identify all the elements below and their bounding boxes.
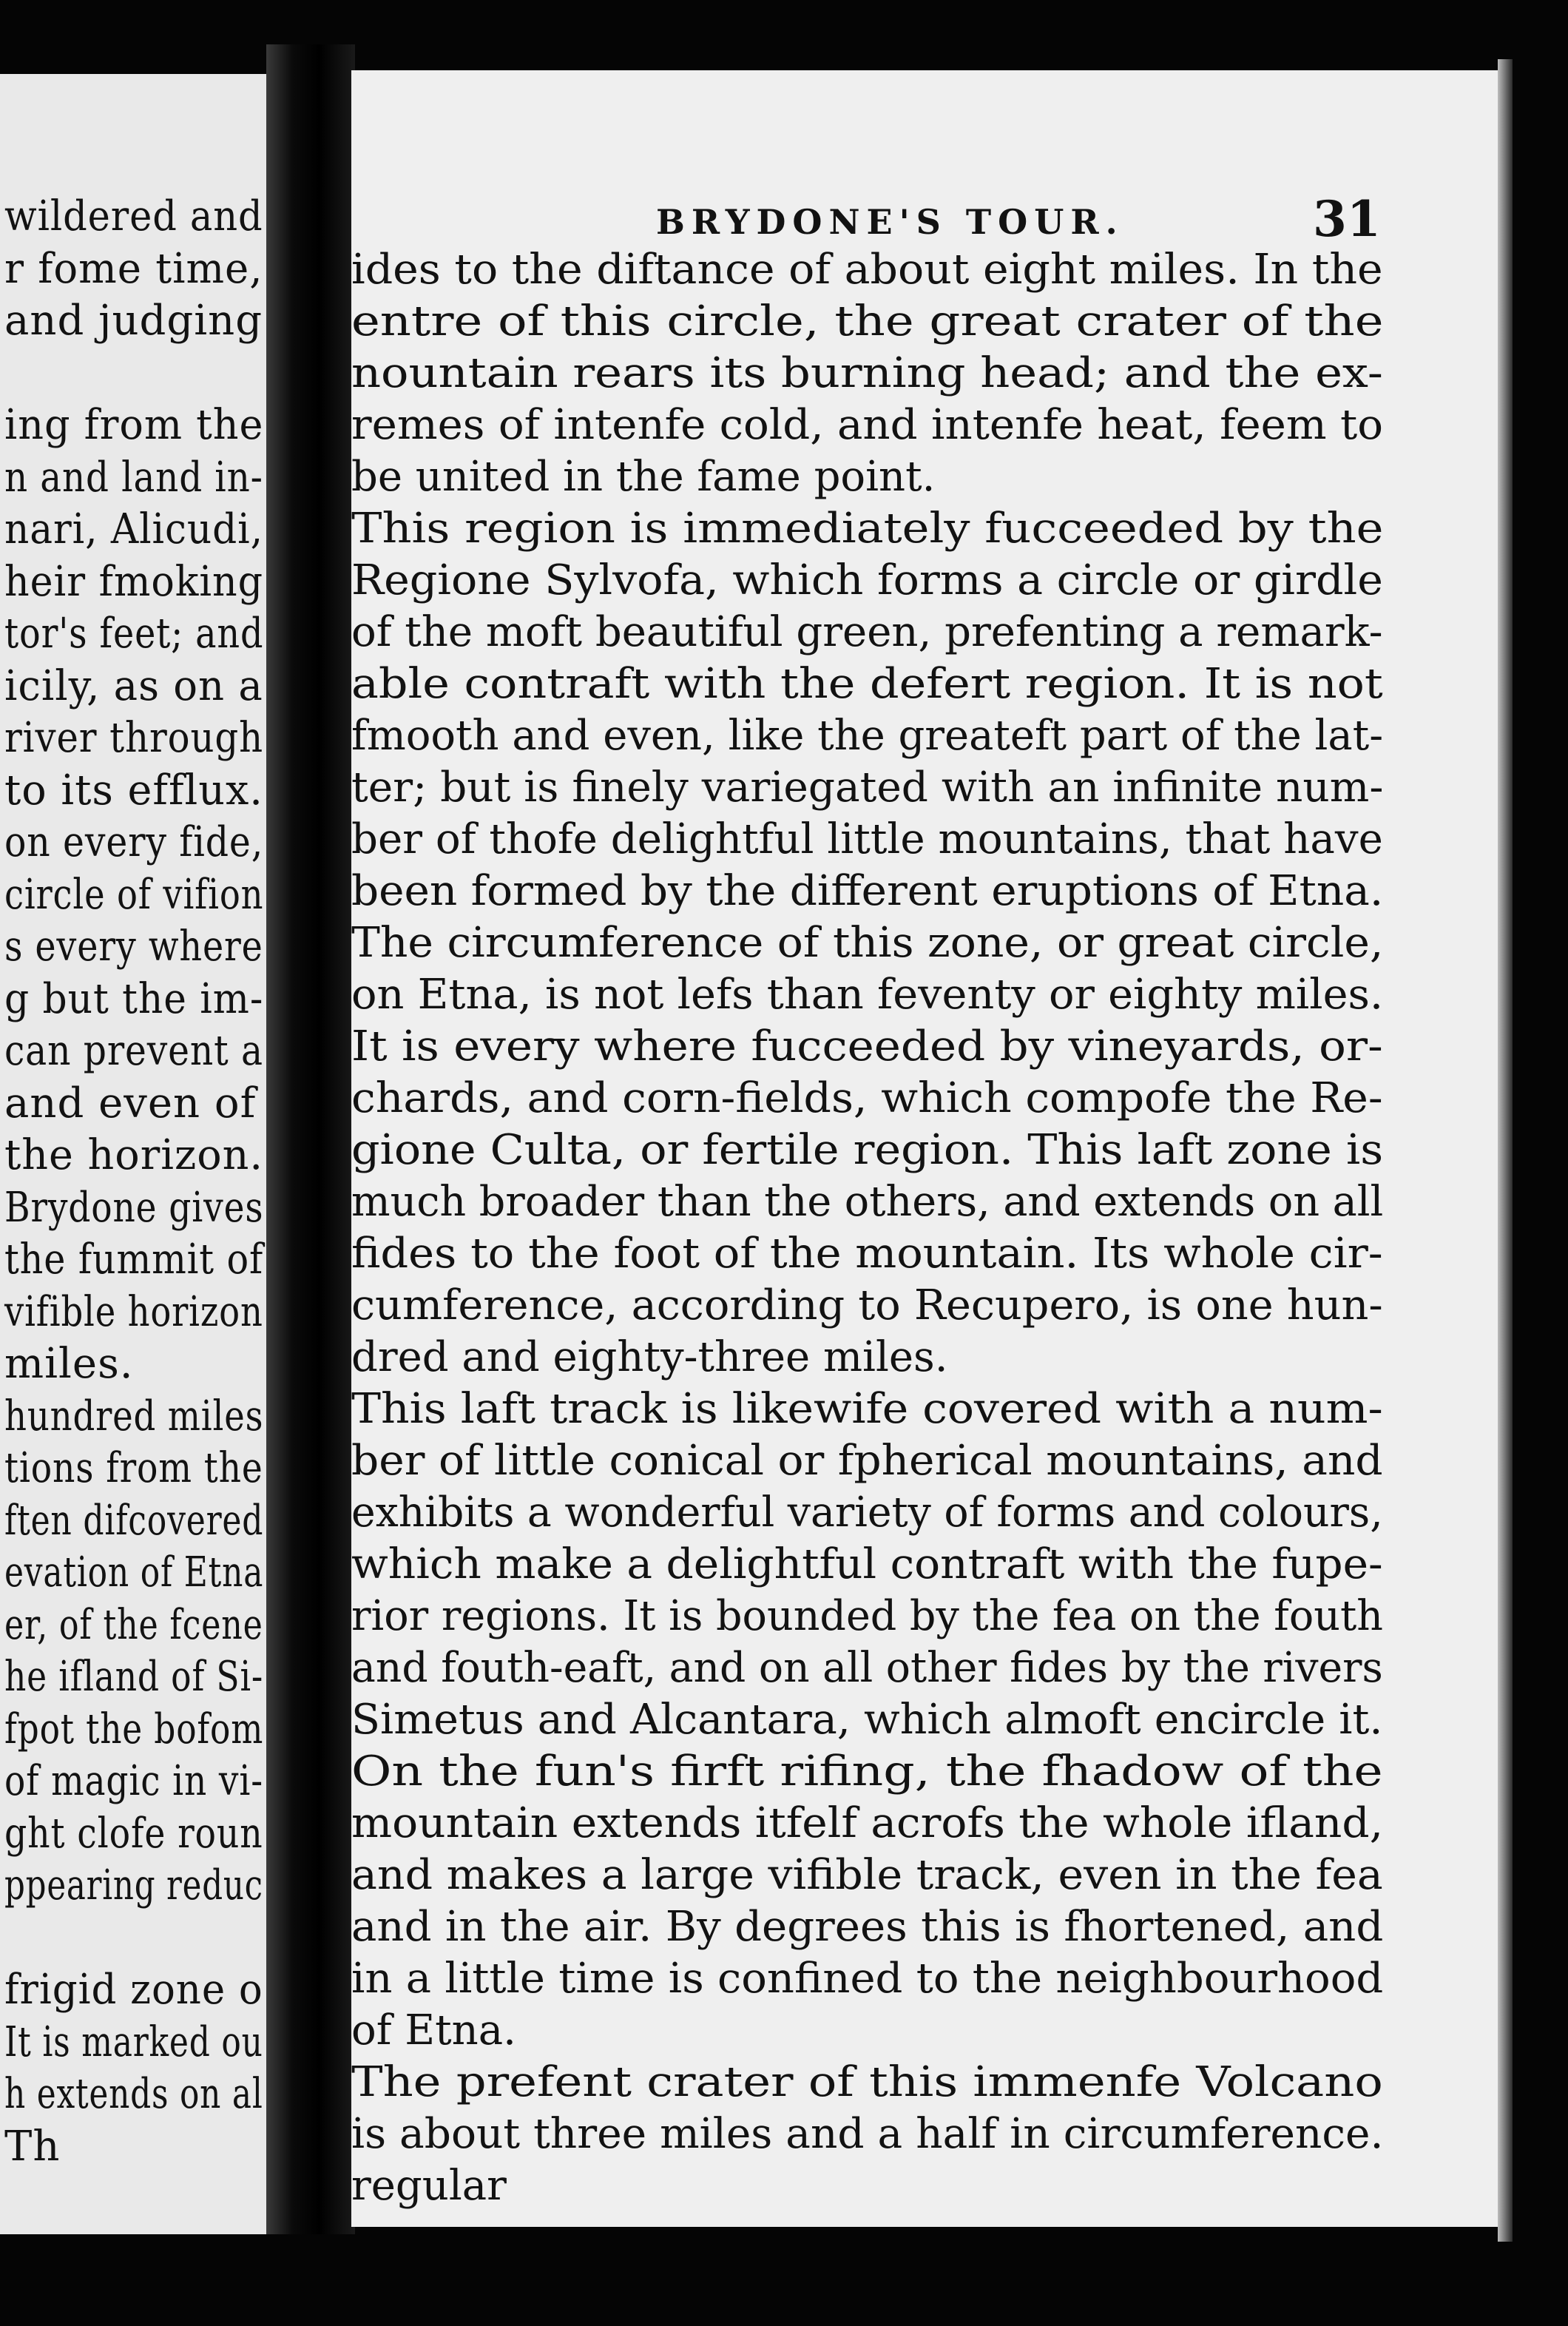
left-page-line: er, of the fcene (4, 1600, 263, 1649)
page-edge-shadow (1498, 59, 1513, 2242)
body-text-line: On the fun's firft rifing, the fhadow of the (351, 1747, 1383, 1796)
body-text-line: be united in the fame point. (351, 453, 936, 501)
left-page-line: wildered and (4, 192, 263, 240)
left-page-line: g but the im- (4, 974, 264, 1023)
left-page-line: miles. (4, 1340, 134, 1388)
left-page-line: vifible horizon (4, 1287, 263, 1336)
page-number: 31 (1313, 190, 1381, 248)
body-text-line: ber of little conical or fpherical mountains, and (351, 1437, 1383, 1485)
body-text-line: dred and eighty-three miles. (351, 1333, 948, 1381)
body-text-line: mountain extends itfelf acrofs the whole ifland, (351, 1799, 1384, 1847)
left-page-line: frigid zone o (4, 1966, 263, 2014)
body-text-line: and makes a large vifible track, even in the fea (351, 1851, 1383, 1899)
body-text-line: gione Culta, or fertile region. This laft zone is (351, 1126, 1384, 1174)
body-text-line: fmooth and even, like the greateft part of the lat- (351, 712, 1384, 760)
left-page-line: of magic in vi- (4, 1757, 263, 1805)
body-text-line: cumference, according to Recupero, is one hun- (351, 1281, 1383, 1329)
left-page-line: ing from the (4, 401, 264, 449)
book-gutter (266, 44, 355, 2234)
left-page-line: nari, Alicudi, (4, 505, 263, 553)
body-text-line: ter; but is finely variegated with an infinite num- (351, 763, 1384, 812)
body-text-line: exhibits a wonderful variety of forms and colours, (351, 1489, 1383, 1537)
body-text-line: is about three miles and a half in circumference. (351, 2110, 1384, 2158)
body-text-line: Regione Sylvofa, which forms a circle or girdle (351, 556, 1383, 604)
body-text-line: This laft track is likewife covered with a num- (351, 1385, 1383, 1433)
body-text-line: The circumference of this zone, or great circle, (351, 919, 1384, 967)
left-page-line: r fome time, (4, 244, 263, 293)
body-text-line: chards, and corn-fields, which compofe the Re- (351, 1074, 1383, 1122)
body-text-line: It is every where fucceeded by vineyards, or- (351, 1022, 1383, 1071)
body-text-line: entre of this circle, the great crater of the (351, 297, 1384, 345)
body-text-line: ides to the diftance of about eight miles. In the (351, 246, 1383, 294)
left-page (0, 74, 266, 2234)
body-text-line: and fouth-eaft, and on all other fides by the rivers (351, 1644, 1383, 1692)
left-page-line: can prevent a (4, 1027, 263, 1075)
left-page-line: hundred miles (4, 1392, 264, 1440)
running-head: BRYDONE'S TOUR. (656, 202, 1124, 242)
body-text-line: remes of intenfe cold, and intenfe heat, feem to (351, 401, 1384, 449)
left-page-line: tions from the (4, 1444, 263, 1492)
left-page-line: fpot the bofom (4, 1705, 264, 1753)
body-text-line: This region is immediately fucceeded by the (351, 505, 1384, 553)
left-page-line: h extends on al (4, 2070, 263, 2118)
left-page-line: ppearing reduc (4, 1861, 263, 1909)
body-text-line: able contraft with the defert region. It is not (351, 660, 1383, 708)
body-text-line: much broader than the others, and extends on all (351, 1178, 1384, 1226)
left-page-line: icily, as on a (4, 661, 263, 710)
body-text-line: and in the air. By degrees this is fhortened, and (351, 1903, 1384, 1951)
right-page (351, 70, 1498, 2227)
body-text-line: Simetus and Alcantara, which almoft encircle it. (351, 1696, 1383, 1744)
body-text-line: on Etna, is not lefs than feventy or eighty miles. (351, 971, 1384, 1019)
left-page-line: Brydone gives (4, 1183, 264, 1232)
left-page-line: evation of Etna (4, 1548, 264, 1597)
left-page-line: on every fide, (4, 818, 264, 866)
body-text-line: of Etna. (351, 2006, 516, 2054)
left-page-line: to its efflux. (4, 766, 263, 815)
left-page-line: the horizon. (4, 1131, 264, 1179)
left-page-line: river through (4, 714, 264, 762)
left-page-line: It is marked ou (4, 2017, 263, 2066)
left-page-line: and even of (4, 1079, 257, 1127)
left-page-line: circle of vifion (4, 870, 264, 919)
left-page-line: Th (4, 2122, 61, 2171)
body-text-line: which make a delightful contraft with the fupe- (351, 1540, 1383, 1588)
body-text-line: ber of thofe delightful little mountains, that have (351, 815, 1383, 863)
body-text-line: in a little time is confined to the neighbourhood (351, 1955, 1384, 2003)
left-page-line: ght clofe roun (4, 1809, 263, 1858)
body-text-line: nountain rears its burning head; and the ex- (351, 349, 1383, 397)
left-page-line: heir fmoking (4, 557, 263, 606)
left-page-line: n and land in- (4, 453, 263, 502)
left-page-line: ften difcovered (4, 1496, 264, 1545)
left-page-line: tor's feet; and (4, 610, 264, 658)
body-text-line: The prefent crater of this immenfe Volcano (351, 2058, 1383, 2106)
body-text-line: fides to the foot of the mountain. Its whole cir- (351, 1230, 1383, 1278)
left-page-line: he ifland of Si- (4, 1653, 264, 1701)
body-text-line: been formed by the different eruptions of Etna. (351, 867, 1384, 915)
body-text-line: rior regions. It is bounded by the fea on the fouth (351, 1592, 1383, 1640)
left-page-line: the fummit of (4, 1236, 264, 1284)
left-page-line: and judging (4, 297, 263, 345)
body-text-line: regular (351, 2162, 507, 2210)
body-text-line: of the moft beautiful green, prefenting a remark- (351, 608, 1383, 656)
left-page-line: s every where (4, 923, 263, 971)
